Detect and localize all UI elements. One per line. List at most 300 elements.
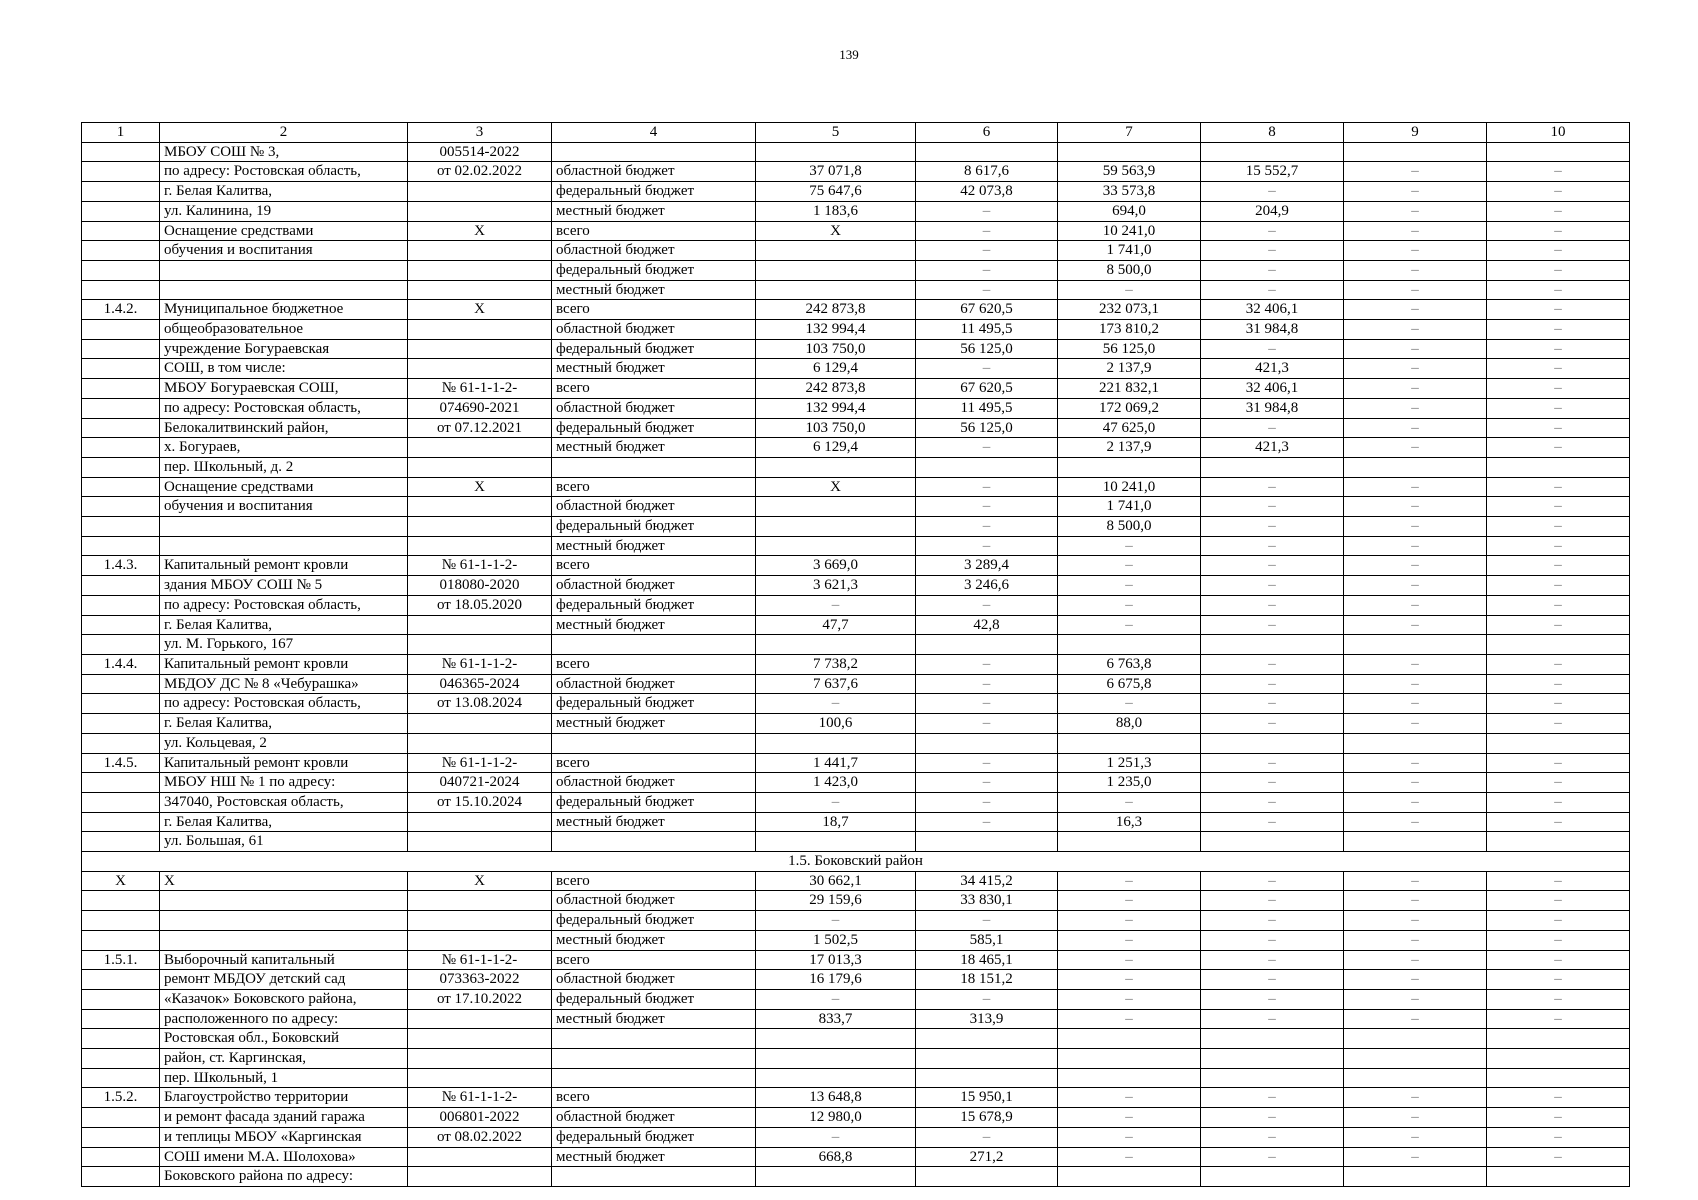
row-number-cell bbox=[82, 773, 160, 793]
value-cell: 10 241,0 bbox=[1058, 221, 1201, 241]
value-cell: – bbox=[1344, 694, 1487, 714]
value-cell bbox=[1344, 457, 1487, 477]
funding-source-cell: местный бюджет bbox=[552, 1009, 756, 1029]
document-cell bbox=[408, 714, 552, 734]
table-row bbox=[82, 1167, 1630, 1187]
row-number-cell bbox=[82, 812, 160, 832]
value-cell bbox=[756, 733, 916, 753]
value-cell: – bbox=[1487, 517, 1630, 537]
value-cell bbox=[1201, 832, 1344, 852]
object-name-cell: г. Белая Калитва, bbox=[160, 615, 408, 635]
object-name-cell: г. Белая Калитва, bbox=[160, 182, 408, 202]
row-number-cell bbox=[82, 418, 160, 438]
value-cell: – bbox=[1201, 773, 1344, 793]
value-cell: – bbox=[916, 517, 1058, 537]
document-cell bbox=[408, 320, 552, 340]
value-cell bbox=[916, 457, 1058, 477]
funding-source-cell bbox=[552, 1167, 756, 1187]
value-cell: – bbox=[1058, 871, 1201, 891]
document-cell bbox=[408, 615, 552, 635]
object-name-cell: и ремонт фасада зданий гаража bbox=[160, 1108, 408, 1128]
funding-source-cell: всего bbox=[552, 871, 756, 891]
value-cell bbox=[916, 635, 1058, 655]
funding-source-cell: федеральный бюджет bbox=[552, 1127, 756, 1147]
value-cell: – bbox=[1344, 891, 1487, 911]
funding-source-cell: областной бюджет bbox=[552, 576, 756, 596]
row-number-cell bbox=[82, 379, 160, 399]
value-cell: – bbox=[1487, 438, 1630, 458]
value-cell: – bbox=[1487, 280, 1630, 300]
document-cell: от 02.02.2022 bbox=[408, 162, 552, 182]
value-cell: 47,7 bbox=[756, 615, 916, 635]
object-name-cell: расположенного по адресу: bbox=[160, 1009, 408, 1029]
funding-source-cell: местный бюджет bbox=[552, 615, 756, 635]
value-cell: – bbox=[1201, 517, 1344, 537]
row-number-cell bbox=[82, 970, 160, 990]
value-cell: – bbox=[1344, 320, 1487, 340]
funding-source-cell: всего bbox=[552, 300, 756, 320]
value-cell: – bbox=[1487, 773, 1630, 793]
object-name-cell bbox=[160, 891, 408, 911]
value-cell: – bbox=[1201, 1108, 1344, 1128]
value-cell: – bbox=[916, 280, 1058, 300]
value-cell bbox=[1487, 1167, 1630, 1187]
funding-source-cell: федеральный бюджет bbox=[552, 418, 756, 438]
funding-source-cell: областной бюджет bbox=[552, 674, 756, 694]
table-row bbox=[82, 891, 1630, 911]
value-cell: 56 125,0 bbox=[916, 418, 1058, 438]
value-cell: 56 125,0 bbox=[916, 339, 1058, 359]
value-cell: – bbox=[1201, 714, 1344, 734]
value-cell: 16 179,6 bbox=[756, 970, 916, 990]
value-cell: 585,1 bbox=[916, 930, 1058, 950]
document-cell: 018080-2020 bbox=[408, 576, 552, 596]
object-name-cell: Благоустройство территории bbox=[160, 1088, 408, 1108]
value-cell bbox=[756, 497, 916, 517]
row-number-cell bbox=[82, 694, 160, 714]
value-cell: – bbox=[1201, 1127, 1344, 1147]
document-cell: № 61-1-1-2- bbox=[408, 556, 552, 576]
object-name-cell: район, ст. Каргинская, bbox=[160, 1049, 408, 1069]
row-number-cell bbox=[82, 182, 160, 202]
value-cell: 47 625,0 bbox=[1058, 418, 1201, 438]
document-cell bbox=[408, 1029, 552, 1049]
value-cell: – bbox=[916, 201, 1058, 221]
funding-source-cell: всего bbox=[552, 950, 756, 970]
value-cell: 1 502,5 bbox=[756, 930, 916, 950]
funding-source-cell bbox=[552, 1049, 756, 1069]
value-cell: – bbox=[1058, 1127, 1201, 1147]
value-cell: – bbox=[1487, 891, 1630, 911]
object-name-cell bbox=[160, 930, 408, 950]
table-row bbox=[82, 1068, 1630, 1088]
value-cell: – bbox=[1058, 950, 1201, 970]
value-cell bbox=[756, 280, 916, 300]
value-cell: 221 832,1 bbox=[1058, 379, 1201, 399]
row-number-cell: 1.5.1. bbox=[82, 950, 160, 970]
value-cell: – bbox=[1344, 654, 1487, 674]
document-cell: 074690-2021 bbox=[408, 398, 552, 418]
row-number-cell bbox=[82, 1167, 160, 1187]
table-row bbox=[82, 241, 1630, 261]
funding-source-cell bbox=[552, 635, 756, 655]
value-cell: 1 251,3 bbox=[1058, 753, 1201, 773]
value-cell: – bbox=[1487, 871, 1630, 891]
object-name-cell: по адресу: Ростовская область, bbox=[160, 398, 408, 418]
row-number-cell bbox=[82, 260, 160, 280]
value-cell: – bbox=[1487, 359, 1630, 379]
column-header: 1 bbox=[82, 123, 160, 143]
value-cell bbox=[1487, 1029, 1630, 1049]
value-cell: – bbox=[1487, 398, 1630, 418]
document-cell bbox=[408, 182, 552, 202]
value-cell: – bbox=[1344, 517, 1487, 537]
object-name-cell: г. Белая Калитва, bbox=[160, 812, 408, 832]
row-number-cell bbox=[82, 1127, 160, 1147]
value-cell: – bbox=[1344, 595, 1487, 615]
column-header: 2 bbox=[160, 123, 408, 143]
table-row bbox=[82, 280, 1630, 300]
object-name-cell: Капитальный ремонт кровли bbox=[160, 654, 408, 674]
document-cell: от 17.10.2022 bbox=[408, 989, 552, 1009]
row-number-cell bbox=[82, 891, 160, 911]
value-cell: – bbox=[1201, 1147, 1344, 1167]
table-row bbox=[82, 339, 1630, 359]
row-number-cell: 1.4.3. bbox=[82, 556, 160, 576]
value-cell bbox=[1201, 635, 1344, 655]
value-cell: – bbox=[1344, 241, 1487, 261]
value-cell: 7 637,6 bbox=[756, 674, 916, 694]
value-cell: 694,0 bbox=[1058, 201, 1201, 221]
object-name-cell bbox=[160, 536, 408, 556]
table-row bbox=[82, 457, 1630, 477]
value-cell: – bbox=[1344, 674, 1487, 694]
value-cell: 33 830,1 bbox=[916, 891, 1058, 911]
value-cell: 42,8 bbox=[916, 615, 1058, 635]
value-cell: – bbox=[1487, 950, 1630, 970]
row-number-cell bbox=[82, 1049, 160, 1069]
table-row bbox=[82, 260, 1630, 280]
value-cell: – bbox=[1058, 536, 1201, 556]
value-cell: 42 073,8 bbox=[916, 182, 1058, 202]
value-cell: – bbox=[916, 792, 1058, 812]
value-cell: – bbox=[1201, 576, 1344, 596]
value-cell: 17 013,3 bbox=[756, 950, 916, 970]
document-cell bbox=[408, 438, 552, 458]
document-cell bbox=[408, 260, 552, 280]
funding-source-cell: федеральный бюджет bbox=[552, 989, 756, 1009]
value-cell: – bbox=[1487, 911, 1630, 931]
document-cell: 005514-2022 bbox=[408, 142, 552, 162]
value-cell: 1 235,0 bbox=[1058, 773, 1201, 793]
value-cell: – bbox=[1201, 595, 1344, 615]
value-cell: – bbox=[1201, 182, 1344, 202]
value-cell: – bbox=[756, 911, 916, 931]
value-cell: – bbox=[1487, 497, 1630, 517]
value-cell: – bbox=[1487, 792, 1630, 812]
value-cell: – bbox=[1344, 1108, 1487, 1128]
object-name-cell: 347040, Ростовская область, bbox=[160, 792, 408, 812]
value-cell: 75 647,6 bbox=[756, 182, 916, 202]
object-name-cell: по адресу: Ростовская область, bbox=[160, 694, 408, 714]
value-cell: 2 137,9 bbox=[1058, 438, 1201, 458]
value-cell: – bbox=[1058, 1108, 1201, 1128]
row-number-cell bbox=[82, 398, 160, 418]
value-cell: – bbox=[1344, 792, 1487, 812]
value-cell: 11 495,5 bbox=[916, 320, 1058, 340]
value-cell: – bbox=[1487, 1108, 1630, 1128]
value-cell: – bbox=[916, 714, 1058, 734]
document-cell bbox=[408, 832, 552, 852]
value-cell: – bbox=[916, 674, 1058, 694]
value-cell: 8 500,0 bbox=[1058, 517, 1201, 537]
value-cell: – bbox=[1487, 654, 1630, 674]
object-name-cell: х. Богураев, bbox=[160, 438, 408, 458]
value-cell: 6 129,4 bbox=[756, 359, 916, 379]
value-cell: – bbox=[1487, 970, 1630, 990]
row-number-cell bbox=[82, 635, 160, 655]
value-cell: – bbox=[1487, 320, 1630, 340]
document-cell: 073363-2022 bbox=[408, 970, 552, 990]
document-cell: 046365-2024 bbox=[408, 674, 552, 694]
value-cell: 3 621,3 bbox=[756, 576, 916, 596]
value-cell: – bbox=[756, 989, 916, 1009]
value-cell: – bbox=[1487, 1088, 1630, 1108]
value-cell: 88,0 bbox=[1058, 714, 1201, 734]
row-number-cell bbox=[82, 1029, 160, 1049]
table-row bbox=[82, 1009, 1630, 1029]
value-cell bbox=[756, 517, 916, 537]
document-cell: 040721-2024 bbox=[408, 773, 552, 793]
value-cell: 232 073,1 bbox=[1058, 300, 1201, 320]
value-cell bbox=[1344, 635, 1487, 655]
funding-source-cell: областной бюджет bbox=[552, 773, 756, 793]
funding-source-cell: областной бюджет bbox=[552, 497, 756, 517]
value-cell: 8 617,6 bbox=[916, 162, 1058, 182]
row-number-cell bbox=[82, 615, 160, 635]
value-cell: 204,9 bbox=[1201, 201, 1344, 221]
value-cell: – bbox=[1344, 753, 1487, 773]
funding-source-cell bbox=[552, 1029, 756, 1049]
table-row bbox=[82, 635, 1630, 655]
value-cell: 31 984,8 bbox=[1201, 398, 1344, 418]
row-number-cell bbox=[82, 241, 160, 261]
value-cell: 15 552,7 bbox=[1201, 162, 1344, 182]
object-name-cell: ул. Кольцевая, 2 bbox=[160, 733, 408, 753]
value-cell bbox=[1058, 1029, 1201, 1049]
value-cell: – bbox=[1201, 536, 1344, 556]
table-row bbox=[82, 1029, 1630, 1049]
row-number-cell bbox=[82, 674, 160, 694]
value-cell: 37 071,8 bbox=[756, 162, 916, 182]
value-cell: – bbox=[1487, 753, 1630, 773]
value-cell: – bbox=[1058, 1009, 1201, 1029]
value-cell bbox=[916, 1029, 1058, 1049]
value-cell: 15 678,9 bbox=[916, 1108, 1058, 1128]
document-cell: от 07.12.2021 bbox=[408, 418, 552, 438]
page-number: 139 bbox=[839, 47, 859, 62]
table-row bbox=[82, 162, 1630, 182]
document-cell bbox=[408, 359, 552, 379]
value-cell: 32 406,1 bbox=[1201, 300, 1344, 320]
table-row bbox=[82, 654, 1630, 674]
value-cell: – bbox=[916, 260, 1058, 280]
value-cell: 67 620,5 bbox=[916, 300, 1058, 320]
value-cell: – bbox=[1487, 930, 1630, 950]
table-row bbox=[82, 418, 1630, 438]
value-cell: 132 994,4 bbox=[756, 320, 916, 340]
value-cell: – bbox=[916, 241, 1058, 261]
value-cell bbox=[916, 142, 1058, 162]
value-cell: 6 129,4 bbox=[756, 438, 916, 458]
object-name-cell: МБДОУ ДС № 8 «Чебурашка» bbox=[160, 674, 408, 694]
object-name-cell: ул. Калинина, 19 bbox=[160, 201, 408, 221]
document-cell bbox=[408, 1068, 552, 1088]
value-cell: – bbox=[1344, 359, 1487, 379]
value-cell: – bbox=[1058, 970, 1201, 990]
document-cell: № 61-1-1-2- bbox=[408, 654, 552, 674]
document-cell bbox=[408, 1049, 552, 1069]
column-header: 8 bbox=[1201, 123, 1344, 143]
row-number-cell bbox=[82, 930, 160, 950]
value-cell bbox=[1201, 1167, 1344, 1187]
object-name-cell: г. Белая Калитва, bbox=[160, 714, 408, 734]
document-cell: № 61-1-1-2- bbox=[408, 950, 552, 970]
value-cell bbox=[1487, 1068, 1630, 1088]
value-cell bbox=[1344, 832, 1487, 852]
funding-source-cell bbox=[552, 1068, 756, 1088]
object-name-cell: СОШ имени М.А. Шолохова» bbox=[160, 1147, 408, 1167]
object-name-cell: обучения и воспитания bbox=[160, 241, 408, 261]
value-cell: – bbox=[1487, 812, 1630, 832]
value-cell: 173 810,2 bbox=[1058, 320, 1201, 340]
value-cell: 18 151,2 bbox=[916, 970, 1058, 990]
row-number-cell bbox=[82, 201, 160, 221]
value-cell: 421,3 bbox=[1201, 359, 1344, 379]
value-cell: – bbox=[1487, 576, 1630, 596]
value-cell: – bbox=[916, 773, 1058, 793]
value-cell bbox=[916, 733, 1058, 753]
funding-source-cell: всего bbox=[552, 379, 756, 399]
document-cell: 006801-2022 bbox=[408, 1108, 552, 1128]
object-name-cell bbox=[160, 280, 408, 300]
value-cell: – bbox=[1344, 615, 1487, 635]
row-number-cell: 1.4.2. bbox=[82, 300, 160, 320]
value-cell: – bbox=[756, 595, 916, 615]
document-cell bbox=[408, 812, 552, 832]
value-cell: – bbox=[1201, 241, 1344, 261]
value-cell: – bbox=[916, 753, 1058, 773]
value-cell: 242 873,8 bbox=[756, 379, 916, 399]
value-cell: – bbox=[1487, 694, 1630, 714]
value-cell: – bbox=[1201, 970, 1344, 990]
row-number-cell bbox=[82, 359, 160, 379]
value-cell bbox=[916, 832, 1058, 852]
column-header: 10 bbox=[1487, 123, 1630, 143]
value-cell bbox=[1058, 1068, 1201, 1088]
value-cell: – bbox=[1487, 615, 1630, 635]
row-number-cell bbox=[82, 911, 160, 931]
funding-source-cell: всего bbox=[552, 654, 756, 674]
row-number-cell bbox=[82, 280, 160, 300]
value-cell bbox=[1201, 457, 1344, 477]
value-cell: 271,2 bbox=[916, 1147, 1058, 1167]
document-cell: № 61-1-1-2- bbox=[408, 379, 552, 399]
value-cell: – bbox=[1344, 989, 1487, 1009]
table-row bbox=[82, 398, 1630, 418]
row-number-cell bbox=[82, 221, 160, 241]
value-cell: – bbox=[1487, 1009, 1630, 1029]
funding-source-cell: местный бюджет bbox=[552, 280, 756, 300]
table-row bbox=[82, 1049, 1630, 1069]
value-cell: – bbox=[1058, 911, 1201, 931]
value-cell: – bbox=[1201, 221, 1344, 241]
table-row bbox=[82, 911, 1630, 931]
row-number-cell bbox=[82, 1009, 160, 1029]
value-cell: – bbox=[1201, 950, 1344, 970]
value-cell bbox=[756, 536, 916, 556]
row-number-cell bbox=[82, 1147, 160, 1167]
value-cell: – bbox=[916, 438, 1058, 458]
row-number-cell bbox=[82, 1068, 160, 1088]
value-cell: 668,8 bbox=[756, 1147, 916, 1167]
object-name-cell bbox=[160, 260, 408, 280]
value-cell: 29 159,6 bbox=[756, 891, 916, 911]
value-cell: – bbox=[1058, 280, 1201, 300]
table-row bbox=[82, 615, 1630, 635]
document-cell: от 18.05.2020 bbox=[408, 595, 552, 615]
value-cell bbox=[916, 1049, 1058, 1069]
funding-source-cell: местный бюджет bbox=[552, 536, 756, 556]
value-cell: 3 289,4 bbox=[916, 556, 1058, 576]
document-cell bbox=[408, 733, 552, 753]
document-cell bbox=[408, 201, 552, 221]
table-row bbox=[82, 970, 1630, 990]
funding-source-cell: местный бюджет bbox=[552, 930, 756, 950]
value-cell bbox=[916, 1068, 1058, 1088]
value-cell bbox=[1344, 1049, 1487, 1069]
row-number-cell bbox=[82, 714, 160, 734]
value-cell: – bbox=[1487, 201, 1630, 221]
value-cell: – bbox=[1487, 162, 1630, 182]
value-cell: – bbox=[1201, 694, 1344, 714]
value-cell: – bbox=[1487, 418, 1630, 438]
row-number-cell bbox=[82, 536, 160, 556]
value-cell: – bbox=[916, 989, 1058, 1009]
value-cell: – bbox=[1487, 379, 1630, 399]
value-cell bbox=[1058, 457, 1201, 477]
value-cell: – bbox=[1344, 418, 1487, 438]
row-number-cell bbox=[82, 339, 160, 359]
funding-source-cell: областной бюджет bbox=[552, 241, 756, 261]
row-number-cell bbox=[82, 576, 160, 596]
value-cell: Х bbox=[756, 477, 916, 497]
row-number-cell bbox=[82, 517, 160, 537]
document-cell bbox=[408, 339, 552, 359]
row-number-cell bbox=[82, 477, 160, 497]
object-name-cell bbox=[160, 517, 408, 537]
document-cell bbox=[408, 280, 552, 300]
table-row bbox=[82, 379, 1630, 399]
table-row bbox=[82, 497, 1630, 517]
value-cell bbox=[1201, 1029, 1344, 1049]
value-cell: – bbox=[1201, 418, 1344, 438]
value-cell: 59 563,9 bbox=[1058, 162, 1201, 182]
value-cell: 100,6 bbox=[756, 714, 916, 734]
table-row bbox=[82, 773, 1630, 793]
row-number-cell bbox=[82, 497, 160, 517]
value-cell: – bbox=[916, 221, 1058, 241]
